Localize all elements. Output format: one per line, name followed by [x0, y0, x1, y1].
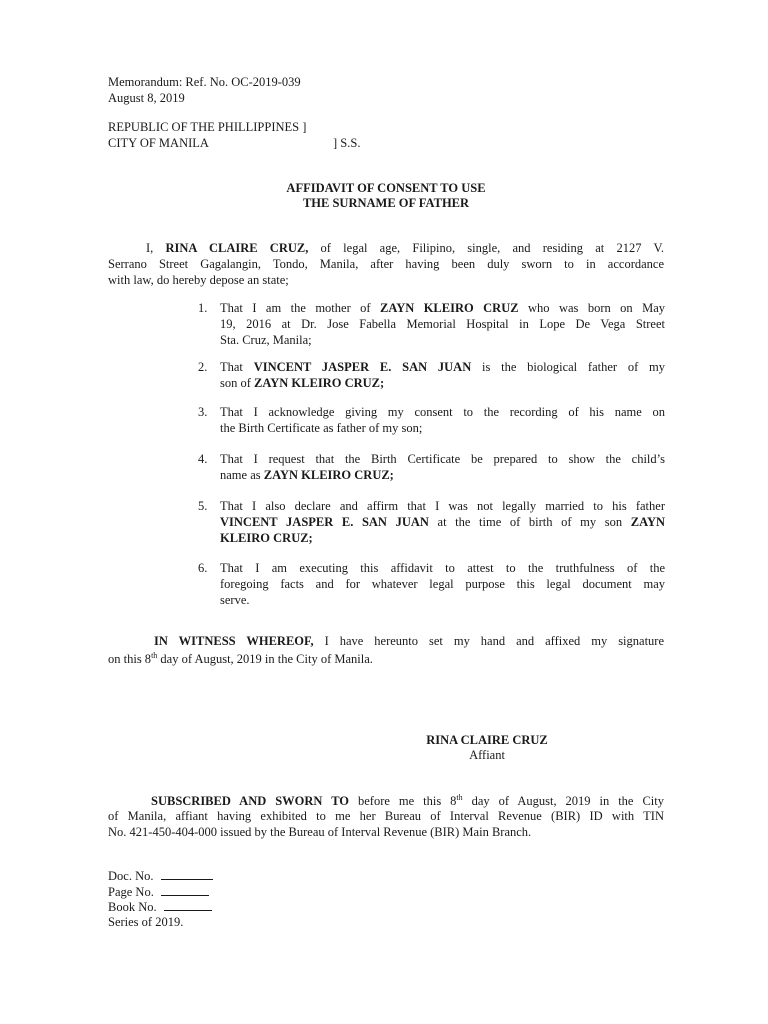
item-1-line-3: Sta. Cruz, Manila; — [220, 333, 312, 347]
witness-line-1 — [154, 633, 664, 649]
intro-text: of legal age, Filipino, single, and residing at 2127 V. — [308, 241, 664, 255]
item-6-line-1: That I am executing this affidavit to attest to the truthfulness of the — [220, 561, 665, 575]
ordinal-suffix: th — [151, 650, 158, 660]
jurat-line-2: of Manila, affiant having exhibited to me her Bureau of Interval Revenue (BIR) ID with TIN — [108, 809, 664, 823]
father-name: VINCENT JASPER E. SAN JUAN — [220, 515, 429, 529]
item-text: That I am the mother of — [220, 301, 380, 315]
jurat-heading: SUBSCRIBED AND SWORN TO — [151, 794, 350, 808]
intro-line-1 — [146, 240, 664, 256]
item-3-line-2: the Birth Certificate as father of my son; — [220, 421, 423, 435]
affiant-label: Affiant — [469, 748, 505, 762]
item-text: That — [220, 360, 254, 374]
item-5-line-2 — [220, 514, 665, 530]
item-6-line-2: foregoing facts and for whatever legal purpose this legal document may — [220, 577, 665, 591]
witness-heading: IN WITNESS WHEREOF, — [154, 634, 314, 648]
item-4-line-2 — [220, 467, 665, 483]
jurat-line-3: No. 421-450-404-000 issued by the Bureau of Interval Revenue (BIR) Main Branch. — [108, 825, 532, 839]
item-number: 3. — [198, 405, 208, 419]
witness-text: on this 8 — [108, 652, 152, 666]
father-name: VINCENT JASPER E. SAN JUAN — [253, 360, 472, 374]
book-number-label: Book No. — [108, 900, 160, 914]
child-name: ZAYN KLEIRO CRUZ; — [263, 468, 394, 482]
doc-number — [108, 868, 213, 884]
document-date: August 8, 2019 — [108, 91, 185, 105]
venue-ss: ] S.S. — [333, 136, 361, 150]
item-text: at the time of birth of my son — [428, 515, 631, 529]
child-name: ZAYN — [630, 515, 666, 529]
item-number: 5. — [198, 499, 208, 513]
item-1-line-1 — [220, 300, 665, 316]
page-number — [108, 884, 209, 900]
book-number-blank — [164, 900, 212, 911]
ordinal-suffix: th — [456, 792, 463, 802]
intro-text: I, — [146, 241, 166, 255]
page-number-label: Page No. — [108, 885, 157, 899]
child-name: ZAYN KLEIRO CRUZ; — [254, 376, 385, 390]
affiant-name: RINA CLAIRE CRUZ — [426, 733, 548, 747]
memorandum-ref: Memorandum: Ref. No. OC-2019-039 — [108, 75, 301, 89]
item-2-line-2 — [220, 375, 665, 391]
affiant-name-inline: RINA CLAIRE CRUZ, — [165, 241, 309, 255]
item-text: son of — [220, 376, 255, 390]
witness-text: day of August, 2019 in the City of Manila. — [157, 652, 373, 666]
book-number — [108, 899, 212, 915]
intro-line-2: Serrano Street Gagalangin, Tondo, Manila, after having been duly sworn to in accordance — [108, 257, 664, 271]
item-5-line-3: KLEIRO CRUZ; — [220, 531, 313, 545]
item-number: 2. — [198, 360, 208, 374]
item-1-line-2: 19, 2016 at Dr. Jose Fabella Memorial Hospital in Lope De Vega Street — [220, 317, 665, 331]
item-5-line-1: That I also declare and affirm that I was not legally married to his father — [220, 499, 665, 513]
item-number: 1. — [198, 301, 208, 315]
intro-line-3: with law, do hereby depose an state; — [108, 273, 289, 287]
item-6-line-3: serve. — [220, 593, 250, 607]
venue-city: CITY OF MANILA — [108, 136, 209, 150]
jurat-text: before me this 8 — [349, 794, 457, 808]
page-number-blank — [161, 885, 209, 896]
witness-text: I have hereunto set my hand and affixed my signature — [313, 634, 665, 648]
item-text: name as — [220, 468, 264, 482]
doc-number-label: Doc. No. — [108, 869, 157, 883]
item-3-line-1: That I acknowledge giving my consent to the recording of his name on — [220, 405, 665, 419]
item-4-line-1: That I request that the Birth Certificate be prepared to show the child’s — [220, 452, 665, 466]
title-line-1: AFFIDAVIT OF CONSENT TO USE — [286, 181, 486, 195]
venue-republic: REPUBLIC OF THE PHILLIPPINES ] — [108, 120, 307, 134]
jurat-text: day of August, 2019 in the City — [462, 794, 664, 808]
item-number: 4. — [198, 452, 208, 466]
doc-number-blank — [161, 869, 213, 880]
item-text: is the biological father of my — [471, 360, 665, 374]
title-line-2: THE SURNAME OF FATHER — [302, 196, 470, 210]
item-text: who was born on May — [518, 301, 665, 315]
child-name: ZAYN KLEIRO CRUZ — [380, 301, 519, 315]
series-year: Series of 2019. — [108, 915, 184, 929]
item-2-line-1 — [220, 359, 665, 375]
jurat-line-1 — [151, 793, 664, 809]
witness-line-2 — [108, 651, 373, 667]
item-number: 6. — [198, 561, 208, 575]
